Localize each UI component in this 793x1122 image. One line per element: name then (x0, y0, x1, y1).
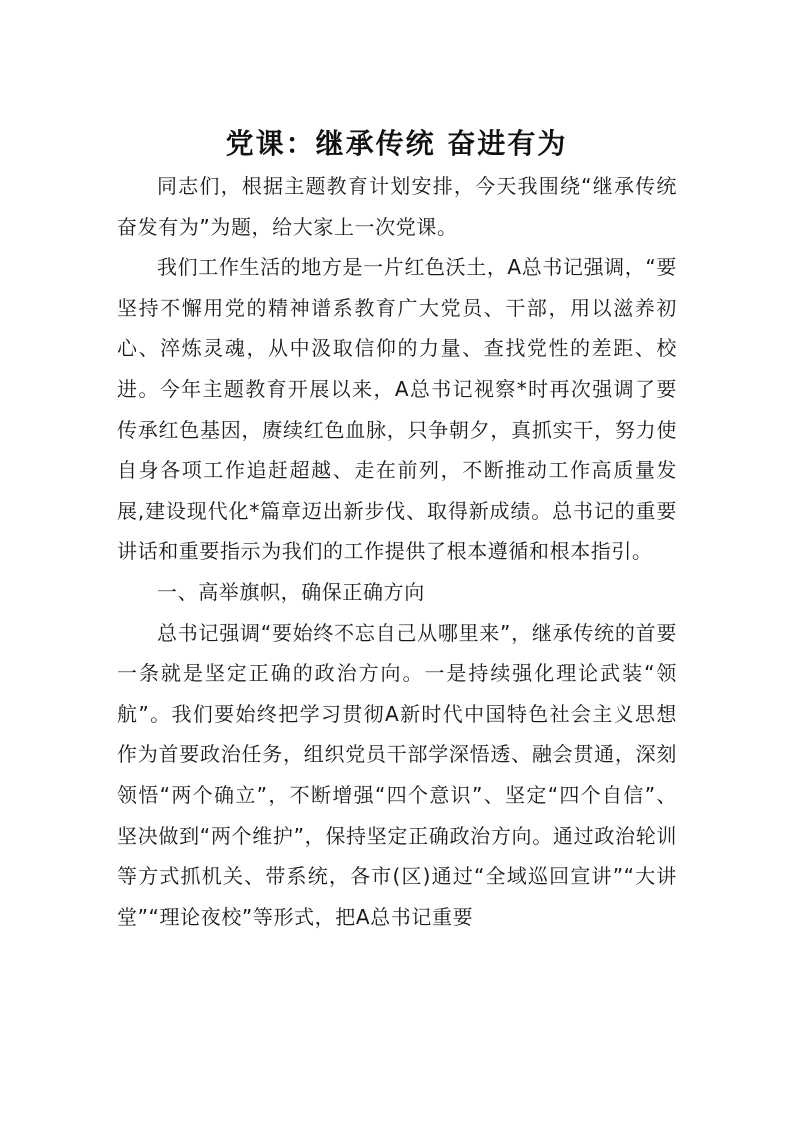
paragraph-section-1: 总书记强调“要始终不忘自己从哪里来”，继承传统的首要一条就是坚定正确的政治方向。一是持续强化理论武装“领航”。我们要始终把学习贯彻A新时代中国特色社会主义思想作为首要政治任务，组织党员干部学深悟透、融会贯通，深刻领悟“两个确立”，不断增强“四个意识”、坚定“四个自信”、坚决做到“两个维护”，保持坚定正确政治方向。通过政治轮训等方式抓机关、带系统，各市(区)通过“全域巡回宣讲”“大讲堂”“理论夜校”等形式，把A总书记重要 (117, 620, 677, 929)
paragraph-intro: 同志们，根据主题教育计划安排，今天我围绕“继承传统 奋发有为”为题，给大家上一次党课。 (117, 174, 677, 239)
document-body (117, 166, 677, 937)
paragraph-background: 我们工作生活的地方是一片红色沃土，A总书记强调，“要坚持不懈用党的精神谱系教育广大党员、干部，用以滋养初心、淬炼灵魂，从中汲取信仰的力量、查找党性的差距、校进。今年主题教育开展以来，A总书记视察*时再次强调了要传承红色基因，赓续红色血脉，只争朝夕，真抓实干，努力使自身各项工作追赶超越、走在前列，不断推动工作高质量发展,建设现代化*篇章迈出新步伐、取得新成绩。总书记的重要讲话和重要指示为我们的工作提供了根本遵循和根本指引。 (117, 255, 677, 564)
section-heading-1: 一、高举旗帜，确保正确方向 (157, 579, 425, 604)
document-title: 党课：继承传统 奋进有为 (225, 127, 568, 160)
